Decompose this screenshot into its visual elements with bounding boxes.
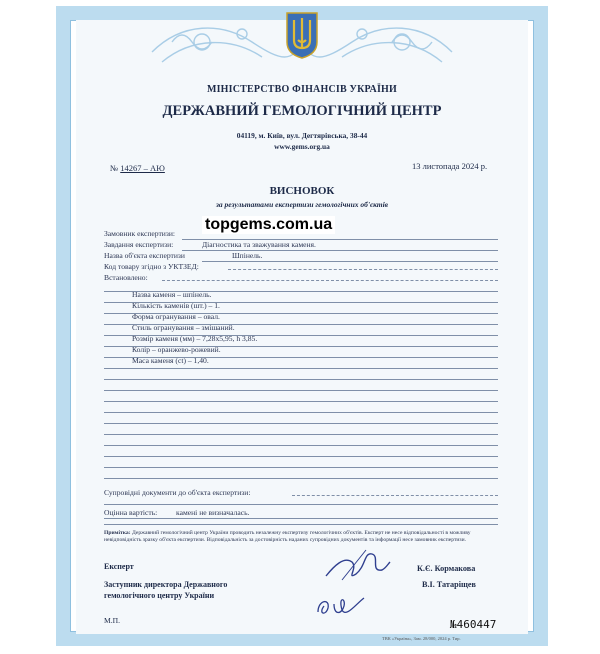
expert-signature-icon (322, 546, 392, 584)
ministry-name: МІНІСТЕРСТВО ФІНАНСІВ УКРАЇНИ (206, 84, 398, 95)
ruled-line (104, 467, 498, 468)
ruled-line (104, 445, 498, 446)
task-value: Діагностика та зважування каменя. (202, 240, 316, 249)
result-line: Стиль огранування – змішаний. (132, 323, 235, 332)
note-label: Примітка: (104, 530, 131, 536)
docs-label: Супровідні документи до об'єкта експертизи: (104, 488, 251, 497)
document-title: ВИСНОВОК (269, 185, 335, 197)
ruled-line (104, 478, 498, 479)
result-line: Колір – оранжево-рожевий. (132, 345, 221, 354)
result-line: Кількість каменів (шт.) – 1. (132, 301, 220, 310)
deputy-label-line2: гемологічного центру України (104, 591, 215, 600)
document-date: 13 листопада 2024 р. (412, 161, 488, 171)
docs-line (292, 495, 498, 496)
result-line: Назва каменя – шпінель. (132, 290, 212, 299)
ruled-line (104, 390, 498, 391)
ruled-line (104, 368, 498, 369)
center-website: www.gems.org.ua (274, 142, 330, 151)
result-line: Форма огранування – овал. (132, 312, 220, 321)
serial-number: №460447 (450, 618, 497, 631)
center-address: 04119, м. Київ, вул. Дегтярівська, 38-44 (236, 131, 368, 140)
ruled-line (104, 379, 498, 380)
deputy-signature-icon (312, 584, 372, 620)
customer-label: Замовник експертизи: (104, 229, 176, 238)
stamp-label: М.П. (104, 616, 121, 625)
object-value: Шпінель. (232, 251, 263, 260)
result-line: Розмір каменя (мм) – 7,28х5,95, h 3,85. (132, 334, 258, 343)
ruled-line (104, 456, 498, 457)
center-name: ДЕРЖАВНИЙ ГЕМОЛОГІЧНИЙ ЦЕНТР (162, 103, 442, 119)
deputy-label-line1: Заступник директора Державного (104, 580, 228, 589)
ruled-line (104, 423, 498, 424)
document-number (110, 163, 165, 173)
watermark-text: topgems.com.ua (202, 216, 335, 234)
ruled-line (104, 518, 498, 519)
note-text: Державний гемологічний центр України проводить незалежну експертизу гемологічних об'єктів. Експерт не несе відповідальності в можливу невідповідність зразку об'єкта експертизи. Відповідальність за достовірність наданих супровідних документів та інформації несе замовник експертизи. (104, 530, 471, 544)
ruled-line (104, 401, 498, 402)
expert-label: Експерт (104, 562, 134, 571)
trident-emblem-icon (284, 10, 320, 60)
established-line (162, 280, 498, 281)
object-label: Назва об'єкта експертизи (104, 251, 185, 260)
value-label: Оцінна вартість: (104, 508, 158, 517)
number-prefix: № (110, 163, 119, 173)
document-subtitle: за результатами експертизи гемологічних об'єктів (215, 200, 389, 209)
expert-name: К.Є. Кормакова (417, 564, 476, 573)
result-line: Маса каменя (ct) – 1,40. (132, 356, 209, 365)
note-block (104, 530, 500, 544)
object-line (202, 261, 498, 262)
established-label: Встановлено: (104, 273, 148, 282)
code-label: Код товару згідно з УКТЗЕД: (104, 262, 199, 271)
ruled-line (104, 412, 498, 413)
value-value: камені не визначалась. (176, 508, 250, 517)
ruled-line (104, 524, 498, 525)
task-line (182, 250, 498, 251)
certificate-document (52, 4, 552, 648)
number-value: 14267 – АЮ (120, 163, 165, 173)
print-info: ТВК «Україна», Зам. 28/000, 2024 р. Тир. (382, 636, 461, 641)
ruled-line (104, 434, 498, 435)
task-label: Завдання експертизи: (104, 240, 174, 249)
ruled-line (104, 504, 498, 505)
deputy-name: В.І. Татаріщев (422, 580, 476, 589)
code-line (228, 269, 498, 270)
